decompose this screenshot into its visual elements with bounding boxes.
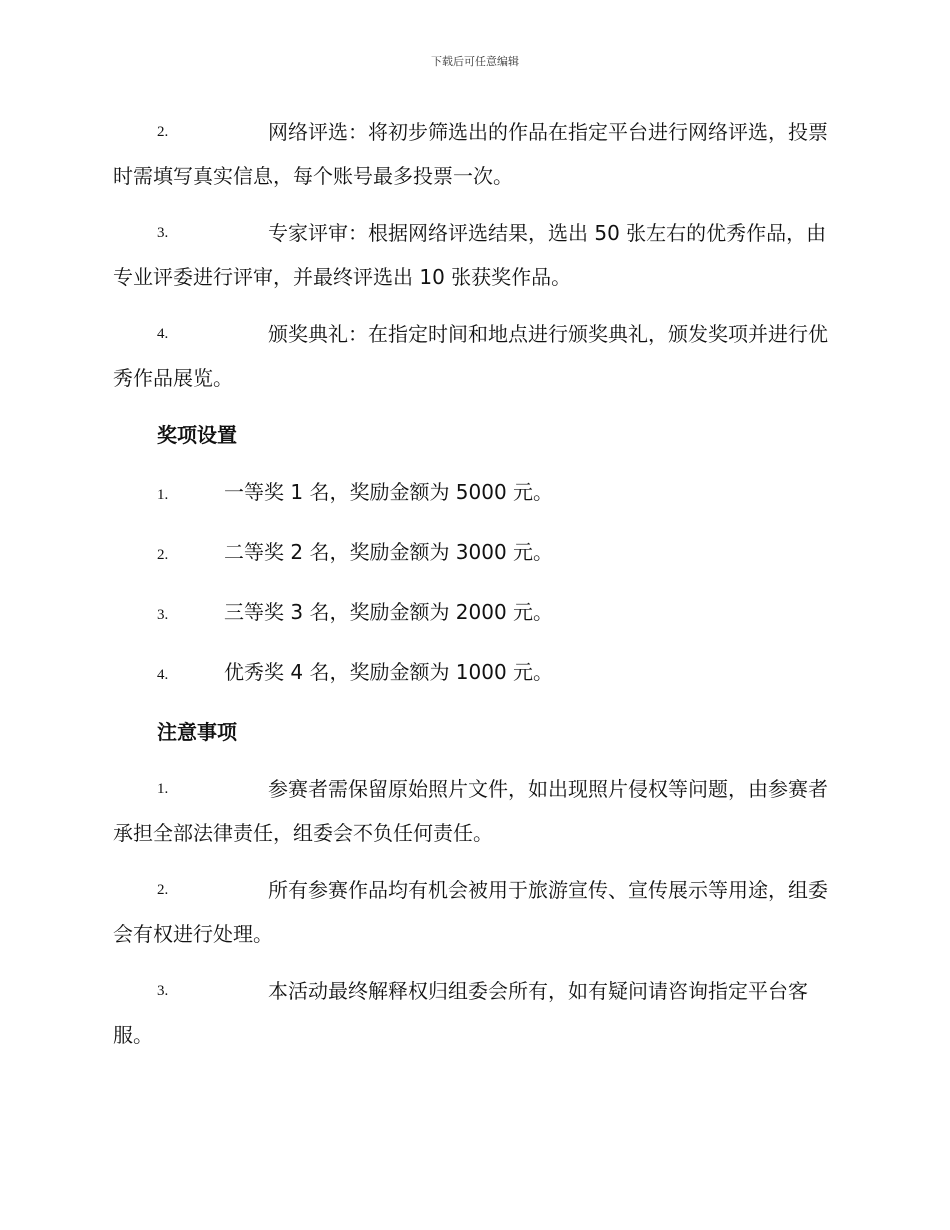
note-item-2: [113, 868, 835, 956]
list-item-text: 颁奖典礼：在指定时间和地点进行颁奖典礼，颁发奖项并进行优秀作品展览。: [113, 322, 828, 390]
list-number: 3.: [157, 225, 169, 241]
award-item-4: [113, 650, 835, 697]
list-item-text: 本活动最终解释权归组委会所有，如有疑问请咨询指定平台客服。: [113, 979, 808, 1047]
process-item-3: [113, 211, 835, 299]
section-heading-awards: 奖项设置: [157, 423, 237, 447]
list-number: 4.: [157, 326, 169, 342]
page-header-note: 下载后可任意编辑: [431, 55, 519, 68]
list-number: 4.: [157, 667, 169, 683]
award-item-3: [113, 590, 835, 637]
list-item-text: 三等奖 3 名，奖励金额为 2000 元。: [224, 600, 554, 624]
list-item-text: 网络评选：将初步筛选出的作品在指定平台进行网络评选，投票时需填写真实信息，每个账号最多投票一次。: [113, 120, 828, 188]
section-heading-notes: 注意事项: [157, 720, 237, 744]
note-item-1: [113, 767, 835, 855]
list-item-text: 优秀奖 4 名，奖励金额为 1000 元。: [224, 660, 554, 684]
note-item-3: [113, 969, 835, 1057]
list-item-text: 专家评审：根据网络评选结果，选出 50 张左右的优秀作品，由专业评委进行评审，并最终评选出 10 张获奖作品。: [113, 221, 827, 289]
list-number: 3.: [157, 983, 169, 999]
list-number: 1.: [157, 487, 169, 503]
process-item-2: [113, 110, 835, 198]
list-item-text: 所有参赛作品均有机会被用于旅游宣传、宣传展示等用途，组委会有权进行处理。: [113, 878, 828, 946]
list-number: 2.: [157, 547, 169, 563]
list-item-text: 二等奖 2 名，奖励金额为 3000 元。: [224, 540, 554, 564]
process-item-4: [113, 312, 835, 400]
list-item-text: 参赛者需保留原始照片文件，如出现照片侵权等问题，由参赛者承担全部法律责任，组委会不负任何责任。: [113, 777, 828, 845]
list-number: 1.: [157, 781, 169, 797]
list-number: 3.: [157, 607, 169, 623]
list-number: 2.: [157, 124, 169, 140]
award-item-2: [113, 530, 835, 577]
award-item-1: [113, 470, 835, 517]
document-body: [113, 110, 835, 1070]
list-number: 2.: [157, 882, 169, 898]
list-item-text: 一等奖 1 名，奖励金额为 5000 元。: [224, 480, 554, 504]
